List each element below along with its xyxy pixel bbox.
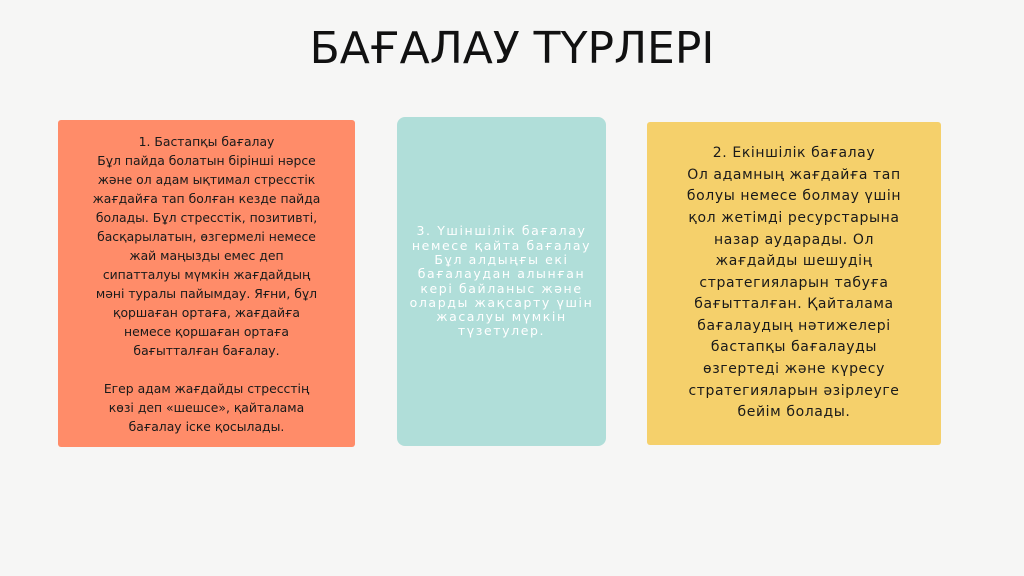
primary-appraisal-heading: 1. Бастапқы бағалау [138,133,275,149]
primary-appraisal-body: Бұл пайда болатын бірінші нәрсе және ол адам ықтимал стресстік жағдайға тап болған кезде пайда болады. Бұл стресстік, позитивті, басқарылатын, өзгермелі немесе жай маңызды емес деп сипатталуы мүмкін жағдайдың мәні туралы пайымдау. Яғни, бұл қоршаған ортаға, жағдайға немесе қоршаған ортаға бағытталған бағалау. [92,152,321,358]
primary-appraisal-card [58,120,355,447]
slide-title: БАҒАЛАУ ТҮРЛЕРІ [309,23,715,74]
tertiary-appraisal-card [397,117,606,446]
primary-appraisal-footnote: Егер адам жағдайды стресстің көзі деп «шешсе», қайталама бағалау іске қосылады. [103,380,310,434]
secondary-appraisal-card [647,122,941,445]
tertiary-appraisal-text: 3. Үшіншілік бағалау немесе қайта бағалау Бұл алдыңғы екі бағалаудан алынған кері байланыс және оларды жақсарту үшін жасалуы мүмкін түзетулер. [409,223,594,339]
secondary-appraisal-heading: 2. Екіншілік бағалау [712,145,876,162]
secondary-appraisal-body: Ол адамның жағдайға тап болуы немесе болмау үшін қол жетімді ресурстарына назар аударады. Ол жағдайды шешудің стратегияларын табуға бағытталған. Қайталама бағалаудың нәтижелері бастапқы бағалауды өзгертеді және күресу стратегияларын әзірлеуге бейім болады. [686,166,902,421]
